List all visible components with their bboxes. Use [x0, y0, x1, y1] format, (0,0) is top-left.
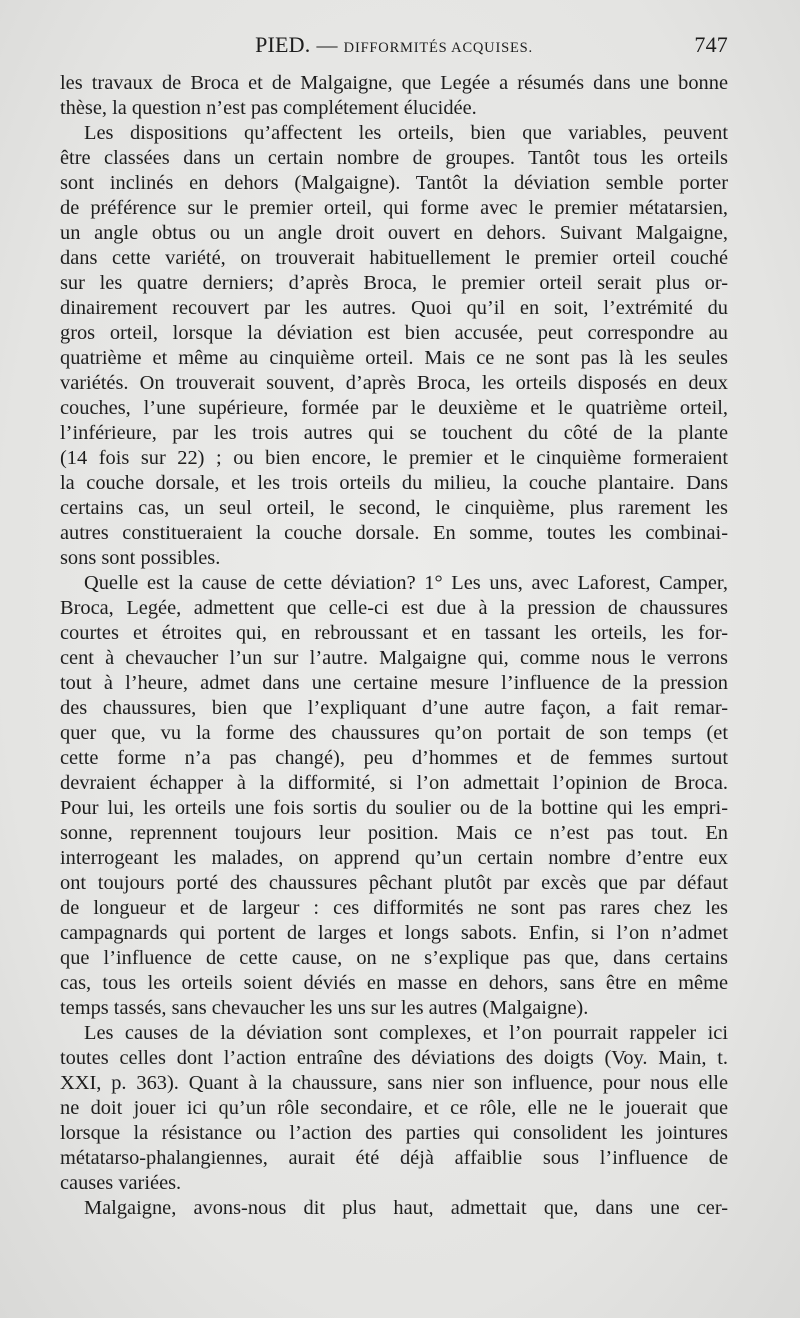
text-line: campagnards qui portent de larges et longs sabots. Enfin, si l’on n’admet [60, 922, 728, 944]
running-title-dash: — [316, 33, 338, 57]
text-line: la couche dorsale, et les trois orteils du milieu, la couche plantaire. Dans [60, 472, 728, 494]
body-text [60, 71, 728, 1221]
text-line: tout à l’heure, admet dans une certaine mesure l’influence de la pression [60, 672, 728, 694]
text-line: les travaux de Broca et de Malgaigne, que Legée a résumés dans une bonne [60, 72, 728, 94]
text-line: courtes et étroites qui, en rebroussant et en tassant les orteils, les for- [60, 622, 728, 644]
text-line: interrogeant les malades, on apprend qu’un certain nombre d’entre eux [60, 847, 728, 869]
text-line: variétés. On trouverait souvent, d’après Broca, les orteils disposés en deux [60, 372, 728, 394]
text-line: sonne, reprennent toujours leur position. Mais ce n’est pas tout. En [60, 822, 728, 844]
text-line: cent à chevaucher l’un sur l’autre. Malgaigne qui, comme nous le verrons [60, 647, 728, 669]
text-line: que l’influence de cette cause, on ne s’explique pas que, dans certains [60, 947, 728, 969]
text-line: lorsque la résistance ou l’action des parties qui consolident les jointures [60, 1122, 728, 1144]
text-line: ont toujours porté des chaussures pêchant plutôt par excès que par défaut [60, 872, 728, 894]
paragraph-first-line: Malgaigne, avons-nous dit plus haut, admettait que, dans une cer- [84, 1197, 728, 1219]
text-line: cette forme n’a pas changé), peu d’hommes et de femmes surtout [60, 747, 728, 769]
text-line: sons sont possibles. [60, 547, 221, 569]
text-line: l’inférieure, par les trois autres qui se touchent du côté de la plante [60, 422, 728, 444]
text-line: temps tassés, sans chevaucher les uns sur les autres (Malgaigne). [60, 997, 589, 1019]
text-line: toutes celles dont l’action entraîne des déviations des doigts (Voy. Main, t. [60, 1047, 728, 1069]
text-line: métatarso-phalangiennes, aurait été déjà affaiblie sous l’influence de [60, 1147, 728, 1169]
text-line: dans cette variété, on trouverait habituellement le premier orteil couché [60, 247, 728, 269]
text-line: de longueur et de largeur : ces difformités ne sont pas rares chez les [60, 897, 728, 919]
text-line: devraient échapper à la difformité, si l’on admettait l’opinion de Broca. [60, 772, 728, 794]
text-line: couches, l’une supérieure, formée par le deuxième et le quatrième orteil, [60, 397, 728, 419]
text-line: un angle obtus ou un angle droit ouvert en dehors. Suivant Malgaigne, [60, 222, 728, 244]
text-line: de préférence sur le premier orteil, qui forme avec le premier métatarsien, [60, 197, 728, 219]
text-line: être classées dans un certain nombre de groupes. Tantôt tous les orteils [60, 147, 728, 169]
text-line: certains cas, un seul orteil, le second, le cinquième, plus rarement les [60, 497, 728, 519]
running-title [255, 32, 533, 58]
paragraph-first-line: Les causes de la déviation sont complexes, et l’on pourrait rappeler ici [84, 1022, 728, 1044]
text-line: Broca, Legée, admettent que celle-ci est due à la pression de chaussures [60, 597, 728, 619]
paragraph-first-line: Les dispositions qu’affectent les orteils, bien que variables, peuvent [84, 122, 728, 144]
text-line: causes variées. [60, 1172, 182, 1194]
running-title-subject: DIFFORMITÉS ACQUISES. [343, 40, 533, 56]
text-line: quatrième et même au cinquième orteil. Mais ce ne sont pas là les seules [60, 347, 728, 369]
text-line: (14 fois sur 22) ; ou bien encore, le premier et le cinquième formeraient [60, 447, 728, 469]
text-line: gros orteil, lorsque la déviation est bien accusée, peut correspondre au [60, 322, 728, 344]
text-line: dinairement recouvert par les autres. Quoi qu’il en soit, l’extrémité du [60, 297, 728, 319]
text-line: thèse, la question n’est pas complétement élucidée. [60, 97, 477, 119]
text-line: XXI, p. 363). Quant à la chaussure, sans nier son influence, pour nous elle [60, 1072, 728, 1094]
text-line: des chaussures, bien que l’expliquant d’une autre façon, a fait remar- [60, 697, 728, 719]
running-header [60, 32, 728, 64]
text-line: sur les quatre derniers; d’après Broca, le premier orteil serait plus or- [60, 272, 728, 294]
page-number: 747 [694, 32, 728, 57]
text-line: autres constitueraient la couche dorsale. En somme, toutes les combinai- [60, 522, 728, 544]
text-line: cas, tous les orteils soient déviés en masse en dehors, sans être en même [60, 972, 728, 994]
text-line: ne doit jouer ici qu’un rôle secondaire, et ce rôle, elle ne le jouerait que [60, 1097, 728, 1119]
running-title-name: PIED. [255, 32, 311, 57]
text-line: Pour lui, les orteils une fois sortis du soulier ou de la bottine qui les empri- [60, 797, 728, 819]
text-line: quer que, vu la forme des chaussures qu’on portait de son temps (et [60, 722, 728, 744]
text-line: sont inclinés en dehors (Malgaigne). Tantôt la déviation semble porter [60, 172, 728, 194]
paragraph-first-line: Quelle est la cause de cette déviation? 1° Les uns, avec Laforest, Camper, [84, 572, 728, 594]
